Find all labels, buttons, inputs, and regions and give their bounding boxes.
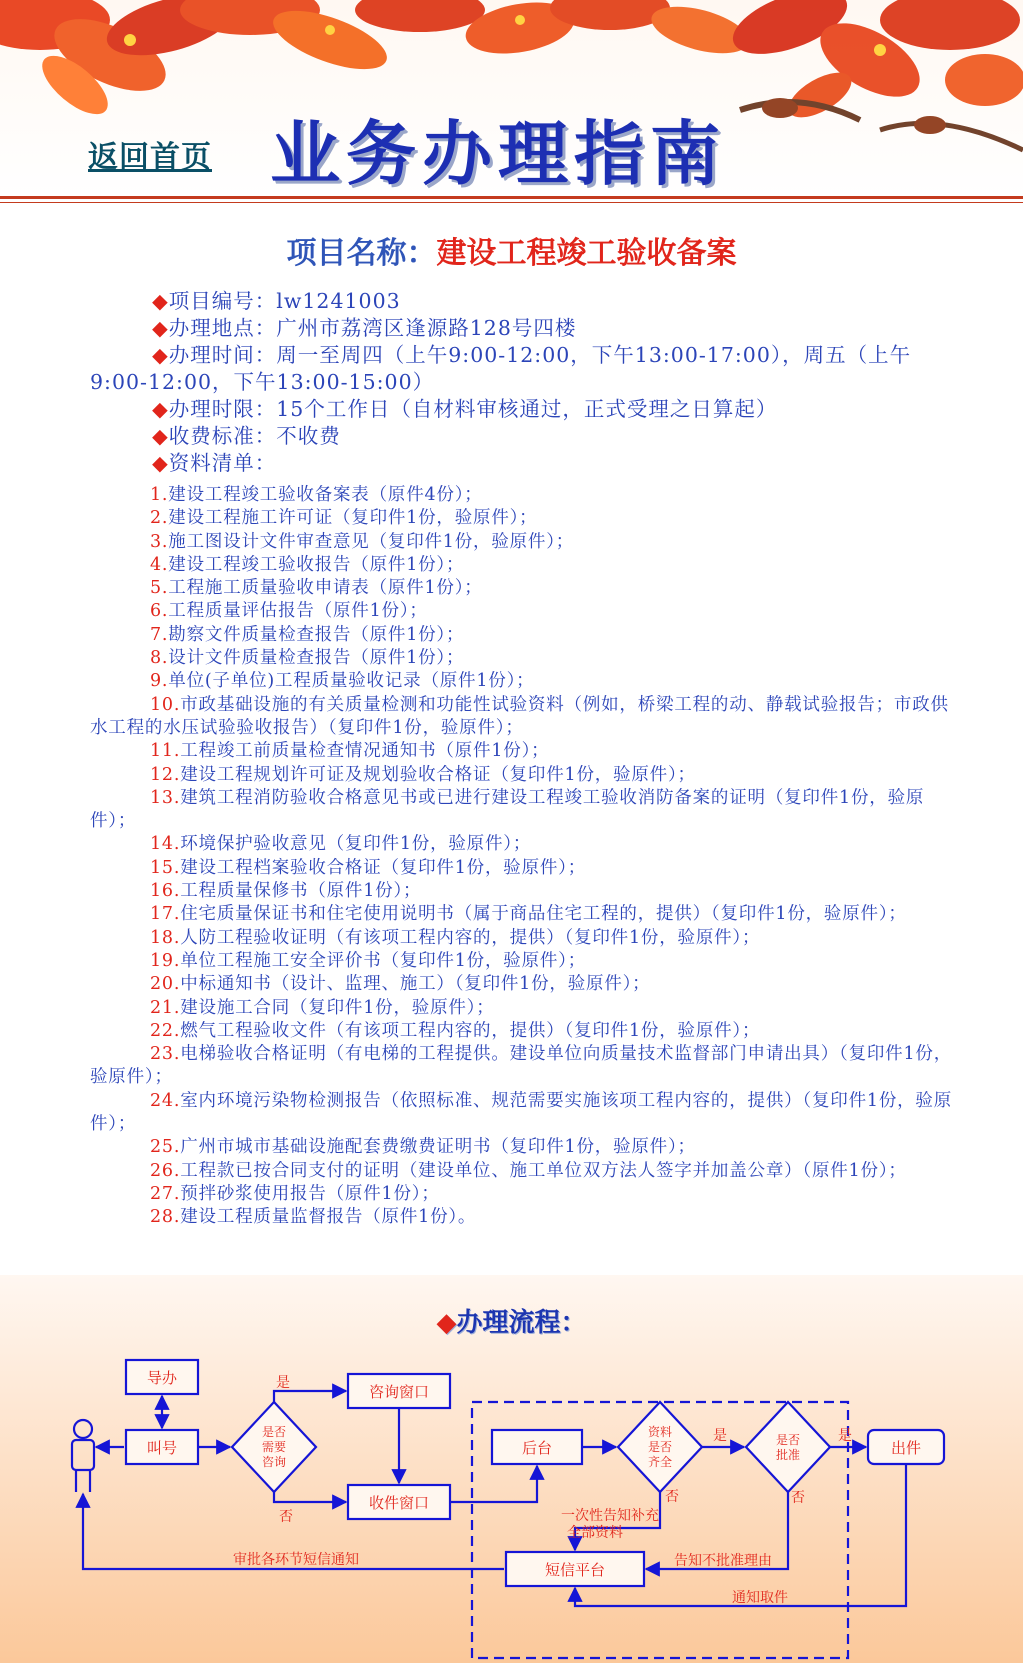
document-item bbox=[90, 833, 960, 856]
document-item-number: 22. bbox=[150, 1020, 181, 1041]
consult-window-label: 咨询窗口 bbox=[368, 1383, 430, 1401]
document-item bbox=[90, 1020, 960, 1043]
document-item bbox=[90, 670, 960, 693]
document-item-number: 15. bbox=[150, 857, 181, 878]
document-item-text: 燃气工程验收文件（有该项工程内容的，提供）（复印件1份，验原件）； bbox=[180, 1020, 761, 1041]
call-label: 叫号 bbox=[146, 1439, 178, 1457]
page-title: 业务办理指南 bbox=[270, 113, 726, 195]
document-item bbox=[90, 1136, 960, 1159]
no-label-consult: 否 bbox=[279, 1509, 293, 1525]
document-item bbox=[90, 1160, 960, 1183]
document-item-text: 工程款已按合同支付的证明（建设单位、施工单位双方法人签字并加盖公章）（原件1份）； bbox=[180, 1160, 907, 1181]
document-item bbox=[90, 740, 960, 763]
document-item-number: 12. bbox=[150, 764, 181, 785]
document-item-number: 5. bbox=[150, 578, 169, 599]
yes-label-consult: 是 bbox=[276, 1375, 290, 1391]
document-item-number: 1. bbox=[150, 485, 169, 505]
document-item bbox=[90, 857, 960, 880]
receive-window-label: 收件窗口 bbox=[368, 1494, 430, 1512]
document-item-text: 工程质量保修书（原件1份）； bbox=[180, 881, 422, 902]
document-item bbox=[90, 903, 960, 926]
document-item-number: 6. bbox=[150, 601, 169, 622]
document-item-text: 施工图设计文件审查意见（复印件1份，验原件）； bbox=[168, 531, 575, 552]
document-item-text: 单位工程施工安全评价书（复印件1份，验原件）； bbox=[180, 950, 587, 971]
document-item-text: 工程质量评估报告（原件1份）； bbox=[168, 601, 428, 622]
project-info bbox=[90, 288, 960, 477]
document-item-text: 建设工程施工许可证（复印件1份，验原件）； bbox=[168, 508, 538, 529]
document-item-text: 工程施工质量验收申请表（原件1份）； bbox=[168, 578, 483, 599]
document-item bbox=[90, 927, 960, 950]
diamond-bullet-icon: ◆ bbox=[152, 316, 169, 340]
approve-label-2: 批准 bbox=[775, 1448, 801, 1462]
document-item-number: 24. bbox=[150, 1090, 181, 1111]
document-item-text: 设计文件质量检查报告（原件1份）； bbox=[168, 648, 465, 669]
process-flowchart bbox=[0, 1340, 1023, 1663]
consult-label-2: 需要 bbox=[261, 1440, 287, 1454]
notify-pickup-label: 通知取件 bbox=[732, 1590, 788, 1606]
diamond-bullet-icon: ◆ bbox=[152, 397, 169, 421]
project-name-label: 项目名称： bbox=[286, 236, 437, 271]
document-item-number: 23. bbox=[150, 1044, 181, 1065]
document-item-text: 电梯验收合格证明（有电梯的工程提供。建设单位向质量技术监督部门申请出具）（复印件1份，验原件）； bbox=[90, 1044, 953, 1088]
document-item-number: 17. bbox=[150, 904, 181, 925]
info-fee-text: 收费标准：不收费 bbox=[168, 424, 341, 448]
info-number-text: 项目编号：lw1241003 bbox=[168, 289, 401, 313]
document-item bbox=[90, 484, 960, 507]
document-item bbox=[90, 507, 960, 530]
diamond-bullet-icon: ◆ bbox=[152, 289, 169, 313]
document-item bbox=[90, 577, 960, 600]
info-limit-text: 办理时限：15个工作日（自材料审核通过，正式受理之日算起） bbox=[168, 397, 778, 421]
header-divider bbox=[0, 196, 1023, 199]
document-item bbox=[90, 1090, 960, 1137]
document-item-text: 预拌砂浆使用报告（原件1份）； bbox=[180, 1183, 440, 1204]
issue-label: 出件 bbox=[890, 1439, 922, 1457]
document-item bbox=[90, 880, 960, 903]
document-item-text: 环境保护验收意见（复印件1份，验原件）； bbox=[180, 834, 532, 855]
document-item-number: 27. bbox=[150, 1183, 181, 1204]
document-item-text: 建筑工程消防验收合格意见书或已进行建设工程竣工验收消防备案的证明（复印件1份，验原件）； bbox=[90, 787, 925, 832]
document-item bbox=[90, 973, 960, 996]
info-fee bbox=[90, 423, 960, 450]
home-link[interactable]: 返回首页 bbox=[88, 140, 212, 175]
document-item-number: 20. bbox=[150, 974, 181, 995]
document-item-text: 建设工程竣工验收报告（原件1份）； bbox=[168, 554, 465, 575]
project-name-value: 建设工程竣工验收备案 bbox=[436, 236, 737, 271]
document-item-text: 建设工程质量监督报告（原件1份）。 bbox=[180, 1207, 477, 1228]
document-item-number: 16. bbox=[150, 881, 181, 902]
sms-progress-label: 审批各环节短信通知 bbox=[233, 1552, 359, 1568]
document-item bbox=[90, 694, 960, 741]
document-item bbox=[90, 647, 960, 670]
info-location-text: 办理地点：广州市荔湾区逢源路128号四楼 bbox=[168, 316, 577, 340]
header-banner bbox=[0, 0, 1023, 200]
document-item-number: 13. bbox=[150, 787, 181, 808]
document-item-text: 单位(子单位)工程质量验收记录（原件1份）； bbox=[168, 671, 535, 692]
no-label-complete: 否 bbox=[665, 1489, 679, 1505]
document-item bbox=[90, 624, 960, 647]
info-limit bbox=[90, 396, 960, 423]
info-number bbox=[90, 288, 960, 315]
complete-label-2: 是否 bbox=[647, 1440, 673, 1454]
document-item-text: 住宅质量保证书和住宅使用说明书（属于商品住宅工程的，提供）（复印件1份，验原件）； bbox=[180, 904, 907, 925]
document-item-number: 19. bbox=[150, 950, 181, 971]
info-hours-text: 办理时间：周一至周四（上午9:00-12:00，下午13:00-17:00），周五（上午9:00-12:00，下午13:00-15:00） bbox=[90, 343, 912, 394]
person-icon bbox=[72, 1420, 94, 1492]
info-list-label bbox=[90, 450, 960, 477]
document-item-number: 3. bbox=[150, 531, 169, 552]
document-item-text: 中标通知书（设计、监理、施工）（复印件1份，验原件）； bbox=[180, 974, 651, 995]
document-list bbox=[90, 484, 960, 1230]
document-item-number: 26. bbox=[150, 1160, 181, 1181]
diamond-bullet-icon: ◆ bbox=[436, 1308, 457, 1338]
document-item-text: 建设工程规划许可证及规划验收合格证（复印件1份，验原件）； bbox=[180, 764, 696, 785]
complete-label-1: 资料 bbox=[647, 1425, 673, 1439]
approve-decision bbox=[746, 1402, 830, 1492]
document-item-number: 4. bbox=[150, 554, 169, 575]
document-item-text: 工程竣工前质量检查情况通知书（原件1份）； bbox=[180, 741, 550, 762]
document-item-number: 18. bbox=[150, 927, 181, 948]
consult-label-3: 咨询 bbox=[261, 1455, 287, 1469]
document-item bbox=[90, 554, 960, 577]
document-item-text: 市政基础设施的有关质量检测和功能性试验资料（例如，桥梁工程的动、静载试验报告；市政供水工程的水压试验验收报告）（复印件1份，验原件）； bbox=[90, 694, 949, 738]
document-item-number: 2. bbox=[150, 508, 169, 529]
consult-label-1: 是否 bbox=[261, 1425, 287, 1439]
document-item-text: 勘察文件质量检查报告（原件1份）； bbox=[168, 624, 465, 645]
document-item-number: 8. bbox=[150, 648, 169, 669]
document-item bbox=[90, 764, 960, 787]
document-item-number: 9. bbox=[150, 671, 169, 692]
document-item-text: 广州市城市基础设施配套费缴费证明书（复印件1份，验原件）； bbox=[180, 1137, 696, 1158]
document-item bbox=[90, 531, 960, 554]
document-item-text: 室内环境污染物检测报告（依照标准、规范需要实施该项工程内容的，提供）（复印件1份，验原件）； bbox=[90, 1090, 953, 1135]
yes-label-approve: 是 bbox=[838, 1428, 852, 1444]
diamond-bullet-icon: ◆ bbox=[152, 451, 169, 475]
document-item-text: 建设施工合同（复印件1份，验原件）； bbox=[180, 997, 495, 1018]
yes-label-complete: 是 bbox=[713, 1428, 727, 1444]
document-item-number: 21. bbox=[150, 997, 181, 1018]
info-location bbox=[90, 315, 960, 342]
project-title bbox=[0, 228, 1023, 272]
document-item bbox=[90, 1043, 960, 1090]
document-item bbox=[90, 787, 960, 834]
diamond-bullet-icon: ◆ bbox=[152, 424, 169, 448]
document-item-number: 28. bbox=[150, 1207, 181, 1228]
header-divider-thin bbox=[0, 202, 1023, 203]
notify-supplement-label-1: 一次性告知补充 bbox=[561, 1508, 659, 1524]
notify-reject-label: 告知不批准理由 bbox=[674, 1553, 772, 1569]
document-item-text: 建设工程档案验收合格证（复印件1份，验原件）； bbox=[180, 857, 587, 878]
document-item-text: 建设工程竣工验收备案表（原件4份）； bbox=[168, 485, 483, 505]
document-item-number: 10. bbox=[150, 694, 181, 715]
guide-label: 导办 bbox=[146, 1369, 178, 1387]
complete-label-3: 齐全 bbox=[647, 1455, 673, 1469]
info-list-label-text: 资料清单： bbox=[168, 451, 277, 475]
document-item bbox=[90, 600, 960, 623]
backend-label: 后台 bbox=[521, 1439, 553, 1457]
document-item-number: 25. bbox=[150, 1137, 181, 1158]
info-hours bbox=[90, 342, 960, 396]
flow-title bbox=[0, 1302, 1023, 1339]
document-item-number: 14. bbox=[150, 834, 181, 855]
sms-label: 短信平台 bbox=[544, 1561, 606, 1579]
document-item-number: 7. bbox=[150, 624, 169, 645]
document-item-number: 11. bbox=[150, 741, 181, 762]
document-item bbox=[90, 1206, 960, 1229]
no-label-approve: 否 bbox=[791, 1490, 805, 1506]
approve-label-1: 是否 bbox=[775, 1433, 801, 1447]
notify-supplement-label-2: 全部资料 bbox=[567, 1525, 623, 1541]
diamond-bullet-icon: ◆ bbox=[152, 343, 169, 367]
document-item bbox=[90, 950, 960, 973]
document-item bbox=[90, 1183, 960, 1206]
flow-title-text: 办理流程： bbox=[456, 1308, 587, 1338]
document-item-text: 人防工程验收证明（有该项工程内容的，提供）（复印件1份，验原件）； bbox=[180, 927, 761, 948]
document-item bbox=[90, 997, 960, 1020]
